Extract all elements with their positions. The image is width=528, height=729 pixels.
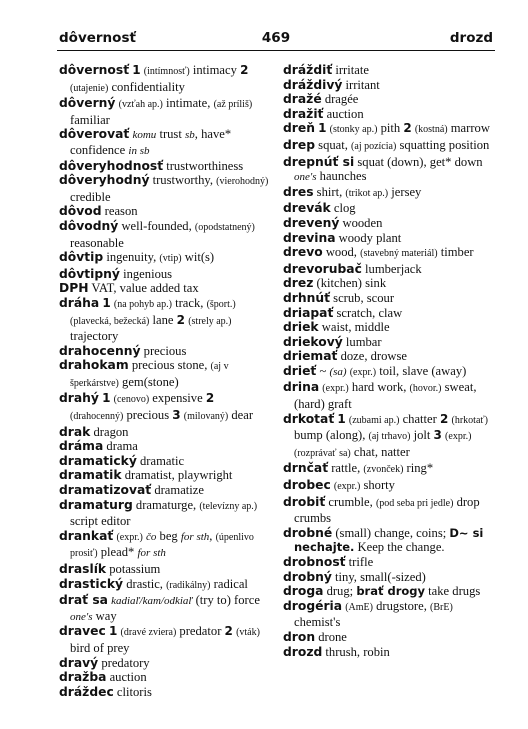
- entry-headword: dražiť: [283, 106, 324, 121]
- dictionary-entry: [283, 412, 494, 462]
- dictionary-entry: [59, 439, 270, 454]
- usage-label: (expr.) (rozprávať sa): [294, 431, 472, 459]
- entry-headword: dôvodný: [59, 218, 119, 233]
- definition-text: (small) change, coins;: [332, 525, 450, 540]
- page-number: 469: [261, 30, 291, 46]
- italic-text: for sth: [137, 547, 166, 560]
- entry-headword: driekový: [283, 334, 343, 349]
- dictionary-entry: [283, 306, 494, 321]
- definition-text: , have* confidence: [70, 127, 232, 157]
- definition-text: waist, middle: [318, 320, 390, 335]
- header-first-headword: dôvernosť: [59, 30, 136, 46]
- entry-headword: droga: [283, 584, 324, 599]
- usage-label: (strely ap.): [188, 315, 232, 327]
- entry-headword: drať sa: [59, 593, 108, 608]
- sense-number: 3: [433, 428, 442, 443]
- entry-headword: drevorubač: [283, 261, 362, 276]
- definition-text: drop crumbs: [294, 494, 480, 526]
- entry-headword: driapať: [283, 305, 334, 320]
- entry-headword: drhnúť: [283, 290, 331, 305]
- definition-text: scrub, scour: [330, 290, 395, 305]
- dictionary-entry: [59, 219, 270, 250]
- entry-headword: dreň: [283, 121, 315, 136]
- definition-text: crumble,: [325, 494, 376, 509]
- usage-label: (expr.): [349, 366, 377, 378]
- entry-headword: drez: [283, 276, 314, 291]
- definition-text: well-founded,: [118, 218, 195, 233]
- dictionary-entry: [59, 358, 270, 391]
- dictionary-entry: [283, 185, 494, 202]
- dictionary-entry: [59, 344, 270, 359]
- dictionary-entry: [283, 216, 494, 231]
- entry-headword: drieť: [283, 363, 317, 378]
- dictionary-entry: [283, 107, 494, 122]
- definition-text: clog: [330, 201, 356, 216]
- entry-headword: drina: [283, 380, 320, 395]
- definition-text: (try to) force: [192, 593, 260, 608]
- dictionary-entry: [283, 138, 494, 155]
- entry-headword: dráždiť: [283, 63, 333, 77]
- definition-text: dragée: [321, 92, 359, 107]
- entry-headword: drankať: [59, 528, 114, 543]
- definition-text: lane: [149, 312, 177, 327]
- dictionary-entry: [283, 63, 494, 78]
- usage-label: (úpenlivo prosiť): [70, 531, 254, 560]
- entry-headword: dráždivý: [283, 77, 343, 92]
- dictionary-entry: [283, 245, 494, 262]
- usage-label: (zubami ap.): [348, 414, 400, 426]
- entry-headword: draslík: [59, 562, 107, 576]
- definition-text: trustworthy,: [149, 173, 217, 188]
- dictionary-entry: [283, 599, 494, 630]
- entry-headword: driemať: [283, 349, 338, 364]
- dictionary-entry: [283, 495, 494, 526]
- definition-text: ingenuity,: [103, 250, 160, 265]
- definition-text: radical: [210, 576, 248, 591]
- sense-number: 1: [132, 63, 141, 77]
- dictionary-entry: [59, 391, 270, 424]
- entry-headword: drkotať: [283, 411, 335, 426]
- sense-number: 2: [440, 411, 449, 426]
- dictionary-entry: [283, 584, 494, 599]
- definition-text: take drugs: [425, 584, 481, 599]
- definition-text: beg: [156, 528, 181, 543]
- definition-text: woody plant: [335, 230, 402, 245]
- entry-headword: dráha: [59, 295, 100, 310]
- definition-text: bird of prey: [70, 640, 130, 655]
- usage-label: (vzťah ap.): [118, 99, 163, 111]
- usage-label: (šport.) (plavecká, bežecká): [70, 298, 236, 327]
- definition-text: sweat, (hard) graft: [294, 380, 477, 412]
- dictionary-page: [57, 28, 495, 718]
- usage-label: (aj v šperkárstve): [70, 361, 229, 389]
- definition-text: dramatic: [136, 453, 185, 468]
- usage-label: (stonky ap.): [329, 124, 378, 136]
- definition-text: marrow: [447, 121, 490, 136]
- dictionary-entry: [283, 630, 494, 645]
- dictionary-entry: [59, 593, 270, 624]
- usage-label: (AmE): [345, 601, 373, 613]
- entry-headword: dôveryhodný: [59, 173, 150, 188]
- definition-text: trust: [156, 127, 185, 142]
- definition-text: tiny, small(-sized): [331, 569, 426, 584]
- entry-headword: drevený: [283, 215, 340, 230]
- definition-text: jolt: [410, 428, 434, 443]
- definition-text: VAT, value added tax: [88, 281, 199, 296]
- entry-headword: drahý: [59, 391, 99, 406]
- entry-headword: drep: [283, 137, 316, 152]
- dictionary-entry: [283, 92, 494, 107]
- definition-text: chatter: [399, 411, 440, 426]
- usage-label: (na pohyb ap.): [113, 298, 172, 310]
- definition-text: wooden: [339, 215, 383, 230]
- sense-number: 2: [240, 63, 249, 77]
- dictionary-entry: [283, 555, 494, 570]
- dictionary-entry: [59, 498, 270, 529]
- definition-text: plead*: [97, 545, 138, 560]
- entry-headword: drozd: [283, 644, 323, 659]
- dictionary-entry: [59, 577, 270, 594]
- dictionary-entry: [59, 127, 270, 158]
- usage-label: (expr.): [116, 531, 143, 543]
- usage-label: (intímnosť): [143, 66, 190, 77]
- dictionary-entry: [59, 454, 270, 469]
- definition-text: thrush, robin: [322, 644, 390, 659]
- sense-number: 1: [108, 624, 118, 639]
- definition-text: familiar: [70, 112, 110, 127]
- dictionary-entry: [283, 276, 494, 291]
- italic-text: kadiaľ/kam/odkiaľ: [111, 595, 193, 608]
- definition-text: drug;: [323, 584, 357, 599]
- usage-label: (BrE): [430, 601, 453, 613]
- dictionary-entry: [283, 645, 494, 660]
- entry-headword: dražba: [59, 670, 107, 685]
- entry-headword: drahocenný: [59, 343, 141, 358]
- definition-text: confidentiality: [108, 79, 185, 94]
- dictionary-entry: [59, 624, 270, 655]
- definition-text: ~: [316, 363, 330, 378]
- entry-headword: dôverovať: [59, 127, 130, 142]
- definition-text: haunches: [316, 169, 367, 184]
- entry-headword: dramaturg: [59, 497, 133, 512]
- example-phrase: D~ si nechajte.: [294, 525, 484, 555]
- entry-headword: drastický: [59, 576, 124, 591]
- dictionary-entry: [59, 562, 270, 577]
- definition-text: pith: [377, 121, 404, 136]
- dictionary-entry: [59, 250, 270, 267]
- usage-label: (opodstatnený): [194, 221, 255, 233]
- entry-headword: dron: [283, 629, 316, 644]
- italic-text: komu: [132, 129, 157, 142]
- definition-text: lumbar: [342, 334, 382, 349]
- sense-number: 3: [172, 408, 181, 423]
- entry-headword: driek: [283, 320, 319, 335]
- definition-text: timber: [437, 245, 474, 260]
- definition-text: drastic,: [123, 576, 167, 591]
- entry-headword: drepnúť si: [283, 154, 355, 169]
- sense-number: 1: [102, 391, 111, 406]
- definition-text: dramaturge,: [132, 497, 200, 512]
- usage-label: (aj pozícia): [351, 140, 397, 152]
- dictionary-entry: [283, 231, 494, 246]
- dictionary-entry: [59, 173, 270, 204]
- dictionary-entry: [59, 425, 270, 440]
- dictionary-entry: [59, 63, 270, 96]
- example-phrase: brať drogy: [356, 584, 426, 599]
- dictionary-entry: [283, 335, 494, 350]
- definition-text: expensive: [149, 391, 206, 406]
- definition-text: track,: [171, 295, 207, 310]
- dictionary-entry: [59, 96, 270, 127]
- definition-text: lumberjack: [361, 261, 422, 276]
- sense-number: 1: [102, 295, 111, 310]
- dictionary-entry: [59, 296, 270, 344]
- definition-text: potassium: [106, 562, 161, 576]
- definition-text: dragon: [90, 424, 129, 439]
- dictionary-entry: [283, 364, 494, 381]
- definition-text: precious stone,: [128, 358, 211, 373]
- definition-text: Keep the change.: [354, 540, 445, 555]
- definition-text: ingenious: [119, 266, 173, 281]
- entry-headword: drobiť: [283, 494, 326, 509]
- entry-headword: dôverný: [59, 96, 116, 111]
- definition-text: reason: [101, 204, 138, 219]
- definition-text: shorty: [360, 478, 395, 493]
- definition-text: chemist's: [294, 615, 341, 630]
- definition-text: drone: [315, 629, 347, 644]
- definition-text: drugstore,: [372, 598, 430, 613]
- entry-headword: dôvernosť: [59, 63, 130, 77]
- italic-text: (sa): [329, 365, 347, 378]
- usage-label: (expr.): [333, 481, 361, 493]
- dictionary-entry: [59, 281, 270, 296]
- definition-text: squat,: [315, 137, 352, 152]
- dictionary-entry: [59, 529, 270, 562]
- italic-text: one's: [70, 610, 93, 623]
- entry-headword: dramatický: [59, 453, 137, 468]
- definition-text: scratch, claw: [333, 305, 403, 320]
- entry-headword: DPH: [59, 281, 89, 296]
- definition-text: hard work,: [348, 380, 410, 395]
- usage-label: (expr.): [322, 383, 349, 395]
- definition-text: irritate: [332, 63, 369, 77]
- dictionary-entry: [283, 526, 494, 555]
- usage-label: (hovor.): [409, 383, 442, 395]
- definition-text: wood,: [322, 245, 361, 260]
- entry-headword: dôvtipný: [59, 266, 120, 281]
- definition-text: intimacy: [189, 63, 241, 77]
- definition-text: credible: [70, 189, 111, 204]
- entry-headword: drevák: [283, 201, 331, 216]
- italic-text: in sb: [128, 144, 150, 157]
- definition-text: predatory: [98, 655, 150, 670]
- definition-text: drama: [103, 439, 138, 454]
- right-column: [283, 63, 494, 659]
- usage-label: (vtip): [159, 253, 182, 265]
- definition-text: bump (along),: [294, 428, 369, 443]
- usage-label: (utajenie): [70, 82, 109, 94]
- sense-number: 2: [176, 312, 186, 327]
- usage-label: (zvonček): [363, 464, 404, 476]
- definition-text: precious: [123, 408, 173, 423]
- definition-text: trifle: [345, 555, 374, 569]
- dictionary-entry: [59, 204, 270, 219]
- entry-headword: dražé: [283, 92, 322, 107]
- dictionary-entry: [283, 121, 494, 138]
- usage-label: (stavebný materiál): [360, 248, 438, 260]
- definition-text: dramatize: [151, 483, 204, 498]
- entry-headword: drak: [59, 424, 91, 439]
- entry-headword: drobný: [283, 569, 332, 584]
- dictionary-entry: [283, 461, 494, 478]
- sense-number: 2: [224, 624, 233, 639]
- entry-headword: dramatizovať: [59, 483, 152, 498]
- definition-text: wit(s): [181, 250, 215, 265]
- entry-headword: dres: [283, 184, 314, 199]
- usage-label: (vierohodný): [216, 176, 269, 188]
- sense-number: 1: [318, 121, 327, 136]
- entry-headword: drogéria: [283, 598, 343, 613]
- definition-text: auction: [106, 670, 147, 685]
- dictionary-entry: [283, 78, 494, 93]
- entry-headword: drobec: [283, 478, 331, 493]
- usage-label: (trikot ap.): [345, 187, 389, 199]
- italic-text: sb: [184, 129, 195, 142]
- usage-label: (pod seba pri jedle): [375, 497, 454, 509]
- definition-text: doze, drowse: [337, 349, 408, 364]
- usage-label: (vták): [236, 627, 260, 639]
- definition-text: predator: [176, 624, 225, 639]
- definition-text: auction: [323, 106, 364, 121]
- usage-label: (radikálny): [166, 579, 211, 591]
- definition-text: squatting position: [396, 137, 490, 152]
- sense-number: 2: [403, 121, 412, 136]
- dictionary-entry: [59, 267, 270, 282]
- entry-headword: dôvod: [59, 204, 102, 219]
- definition-text: trajectory: [70, 329, 119, 344]
- usage-label: (drahocenný): [70, 411, 124, 423]
- dictionary-entry: [283, 262, 494, 277]
- dictionary-entry: [283, 570, 494, 585]
- sense-number: 2: [205, 391, 215, 406]
- italic-text: one's: [294, 171, 317, 184]
- entry-headword: dravý: [59, 655, 99, 670]
- usage-label: (aj trhavo): [368, 431, 411, 443]
- definition-text: intimate,: [162, 96, 214, 111]
- entry-headword: dôveryhodnosť: [59, 158, 164, 173]
- definition-text: ,: [209, 528, 216, 543]
- dictionary-entry: [59, 685, 270, 700]
- definition-text: rattle,: [328, 461, 364, 476]
- dictionary-entry: [59, 483, 270, 498]
- dictionary-entry: [283, 320, 494, 335]
- entry-headword: drahokam: [59, 358, 129, 373]
- usage-label: (cenovo): [113, 394, 150, 406]
- dictionary-entry: [59, 159, 270, 174]
- definition-text: script editor: [70, 514, 131, 529]
- definition-text: gem(stone): [118, 374, 179, 389]
- dictionary-entry: [59, 656, 270, 671]
- definition-text: irritant: [342, 77, 380, 92]
- usage-label: (hrkotať): [451, 414, 488, 426]
- entry-headword: drevina: [283, 230, 336, 245]
- header-last-headword: drozd: [449, 30, 493, 46]
- usage-label: (až príliš): [213, 99, 253, 111]
- entry-headword: drobné: [283, 525, 333, 540]
- definition-text: clitoris: [113, 684, 152, 699]
- definition-text: precious: [140, 343, 187, 358]
- dictionary-entry: [283, 380, 494, 411]
- dictionary-entry: [283, 201, 494, 216]
- dictionary-entry: [283, 155, 494, 185]
- usage-label: (dravé zviera): [120, 627, 177, 639]
- entry-headword: drnčať: [283, 461, 329, 476]
- definition-text: toil, slave (away): [376, 363, 467, 378]
- entry-headword: dramatik: [59, 468, 122, 483]
- dictionary-entry: [59, 670, 270, 685]
- definition-text: ring*: [403, 461, 434, 476]
- dictionary-entry: [283, 291, 494, 306]
- usage-label: (kostná): [414, 124, 448, 136]
- entry-headword: dráždec: [59, 684, 114, 699]
- definition-text: squat (down), get* down: [354, 154, 483, 169]
- left-column: [59, 63, 270, 699]
- page-header: [57, 28, 495, 51]
- definition-text: shirt,: [313, 184, 346, 199]
- definition-text: chat, natter: [350, 444, 410, 459]
- entry-headword: drobnosť: [283, 555, 346, 569]
- dictionary-entry: [283, 349, 494, 364]
- entry-headword: drevo: [283, 245, 323, 260]
- definition-text: (kitchen) sink: [313, 276, 387, 291]
- usage-label: (televízny ap.): [199, 500, 258, 512]
- sense-number: 1: [337, 411, 346, 426]
- italic-text: for sth: [180, 530, 210, 543]
- italic-text: čo: [145, 530, 157, 543]
- definition-text: reasonable: [70, 235, 124, 250]
- entry-headword: dráma: [59, 439, 104, 454]
- definition-text: dramatist, playwright: [121, 468, 233, 483]
- definition-text: way: [92, 608, 117, 623]
- entry-headword: dravec: [59, 624, 106, 639]
- definition-text: dear: [228, 408, 254, 423]
- definition-text: jersey: [388, 184, 422, 199]
- definition-text: trustworthiness: [163, 158, 244, 173]
- dictionary-entry: [283, 478, 494, 495]
- dictionary-entry: [59, 468, 270, 483]
- entry-headword: dôvtip: [59, 250, 104, 265]
- usage-label: (milovaný): [183, 411, 229, 423]
